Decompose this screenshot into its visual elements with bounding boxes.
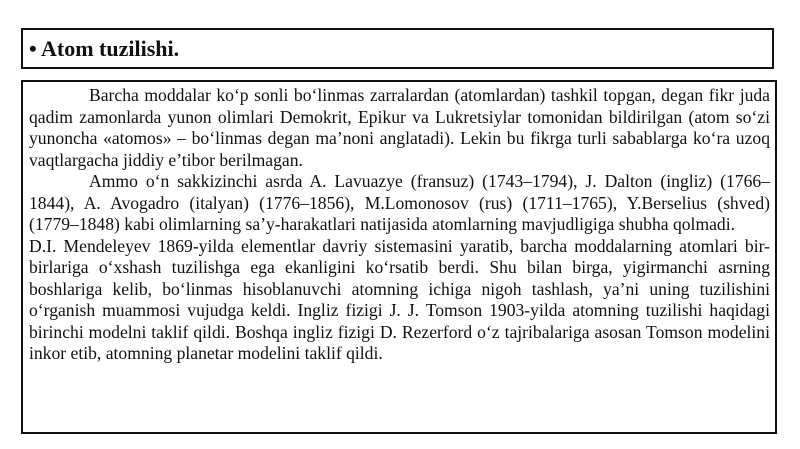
paragraph-2: Ammo o‘n sakkizinchi asrda A. Lavuazye (fransuz) (1743–1794), J. Dalton (ingliz) (1766–1844), A. Avogadro (italyan) (1776–1856), M.Lomonosov (rus) (1711–1765), Y.Berselius (shved) (1779–1848) kabi olimlarning sa’y-harakatlari natijasida atomlarning mavjudligiga shubha qolmadi.: [29, 171, 770, 234]
paragraph-1: Barcha moddalar ko‘p sonli bo‘linmas zarralardan (atomlardan) tashkil topgan, degan fikr juda qadim zamonlarda yunon olimlari Demokrit, Epikur va Lukretsiylar tomonidan bildirilgan (atom so‘zi yunoncha «atomos» – bo‘linmas degan ma’noni anglatadi). Lekin bu fikrga turli sabablarga ko‘ra uzoq vaqtlargacha jiddiy e’tibor berilmagan.: [29, 85, 770, 170]
slide-title: • Atom tuzilishi.: [29, 35, 180, 61]
paragraph-3: D.I. Mendeleyev 1869-yilda elementlar davriy sistemasini yaratib, barcha moddalarning atomlari bir-birlariga o‘xshash tuzilishga ega ekanligini ko‘rsatib berdi. Shu bilan birga, yigirmanchi asrning boshlariga kelib, bo‘linmas hisoblanuvchi atomning ichiga nigoh tashlash, ya’ni uning tuzilishini o‘rganish muammosi vujudga keldi. Ingliz fizigi J. J. Tomson 1903-yilda atomning tuzilishi haqidagi birinchi modelni taklif qildi. Boshqa ingliz fizigi D. Rezerford o‘z tajribalariga asosan Tomson modelini inkor etib, atomning planetar modelini taklif qildi.: [29, 235, 770, 363]
title-box: [21, 28, 774, 69]
text-box: [21, 80, 777, 434]
